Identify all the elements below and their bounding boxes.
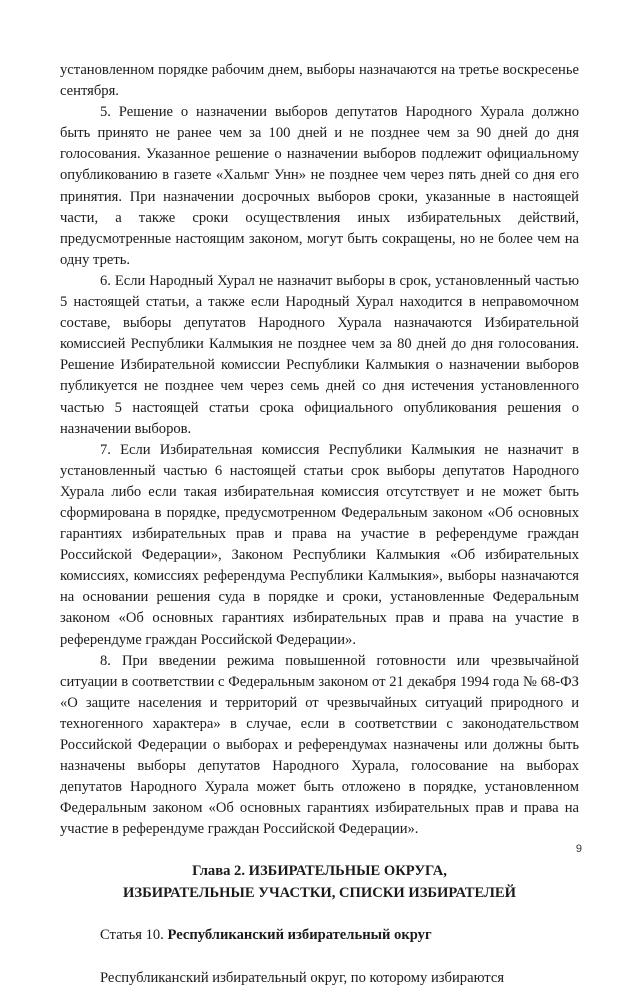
page-number: 9	[575, 843, 582, 855]
chapter-heading-line-1: Глава 2. ИЗБИРАТЕЛЬНЫЕ ОКРУГА,	[192, 863, 447, 880]
chapter-heading-line-2: ИЗБИРАТЕЛЬНЫЕ УЧАСТКИ, СПИСКИ ИЗБИРАТЕЛЕЙ	[123, 884, 516, 901]
paragraph-article-10: Республиканский избирательный округ, по которому избираются	[100, 969, 505, 986]
article-heading	[60, 925, 579, 946]
article-title: Республиканский избирательный округ	[167, 927, 432, 944]
chapter-heading	[60, 861, 579, 904]
paragraph-part-8: 8. При введении режима повышенной готовности или чрезвычайной ситуации в соответствии с Федеральным законом от 21 декабря 1994 года № 68-ФЗ «О защите населения и территорий от чрезвычайных ситуаций природного и техногенного характера» в случае, если в соответствии с законодательством Российской Федерации о выборах и референдумах назначены или должны быть назначены выборы депутатов Народного Хурала, голосование на выборах депутатов Народного Хурала может быть отложено в порядке, установленном Федеральным законом «Об основных гарантиях избирательных прав и права на участие в референдуме граждан Российской Федерации».	[60, 652, 579, 838]
paragraph-part-6: 6. Если Народный Хурал не назначит выборы в срок, установленный частью 5 настоящей статьи, а также если Народный Хурал находится в неправомочном составе, выборы депутатов Народного Хурала назначаются Избирательной комиссией Республики Калмыкия не позднее чем за 80 дней до дня голосования. Решение Избирательной комиссии Республики Калмыкия о назначении выборов публикуется не позднее чем через семь дней со дня истечения установленного частью 5 настоящей статьи срока официального опубликования решения о назначении выборов.	[60, 272, 579, 437]
paragraph-part-7: 7. Если Избирательная комиссия Республики Калмыкия не назначит в установленный частью 6 настоящей статьи срок выборы депутатов Народного Хурала либо если такая избирательная комиссия отсутствует и не может быть сформирована в порядке, предусмотренном Федеральным законом «Об основных гарантиях избирательных прав и права на участие в референдуме граждан Российской Федерации», Законом Республики Калмыкия «Об избирательных комиссиях, комиссиях референдума Республики Калмыкия», выборы назначаются на основании решения суда в порядке и сроки, установленные Федеральным законом «Об основных гарантиях избирательных прав и права на участие в референдуме граждан Российской Федерации».	[60, 441, 579, 648]
document-page	[60, 60, 579, 989]
article-prefix: Статья 10.	[100, 927, 168, 944]
paragraph-part-5: 5. Решение о назначении выборов депутатов Народного Хурала должно быть принято не ранее чем за 100 дней и не позднее чем за 90 дней до дня голосования. Указанное решение о назначении выборов подлежит официальному опубликованию в газете «Хальмг Унн» не позднее чем через пять дней со дня его принятия. При назначении досрочных выборов сроки, указанные в настоящей части, а также сроки осуществления иных избирательных действий, предусмотренные настоящим законом, могут быть сокращены, но не более чем на одну треть.	[60, 104, 579, 268]
paragraph-continuation: установленном порядке рабочим днем, выборы назначаются на третье воскресенье сентября.	[60, 62, 579, 100]
